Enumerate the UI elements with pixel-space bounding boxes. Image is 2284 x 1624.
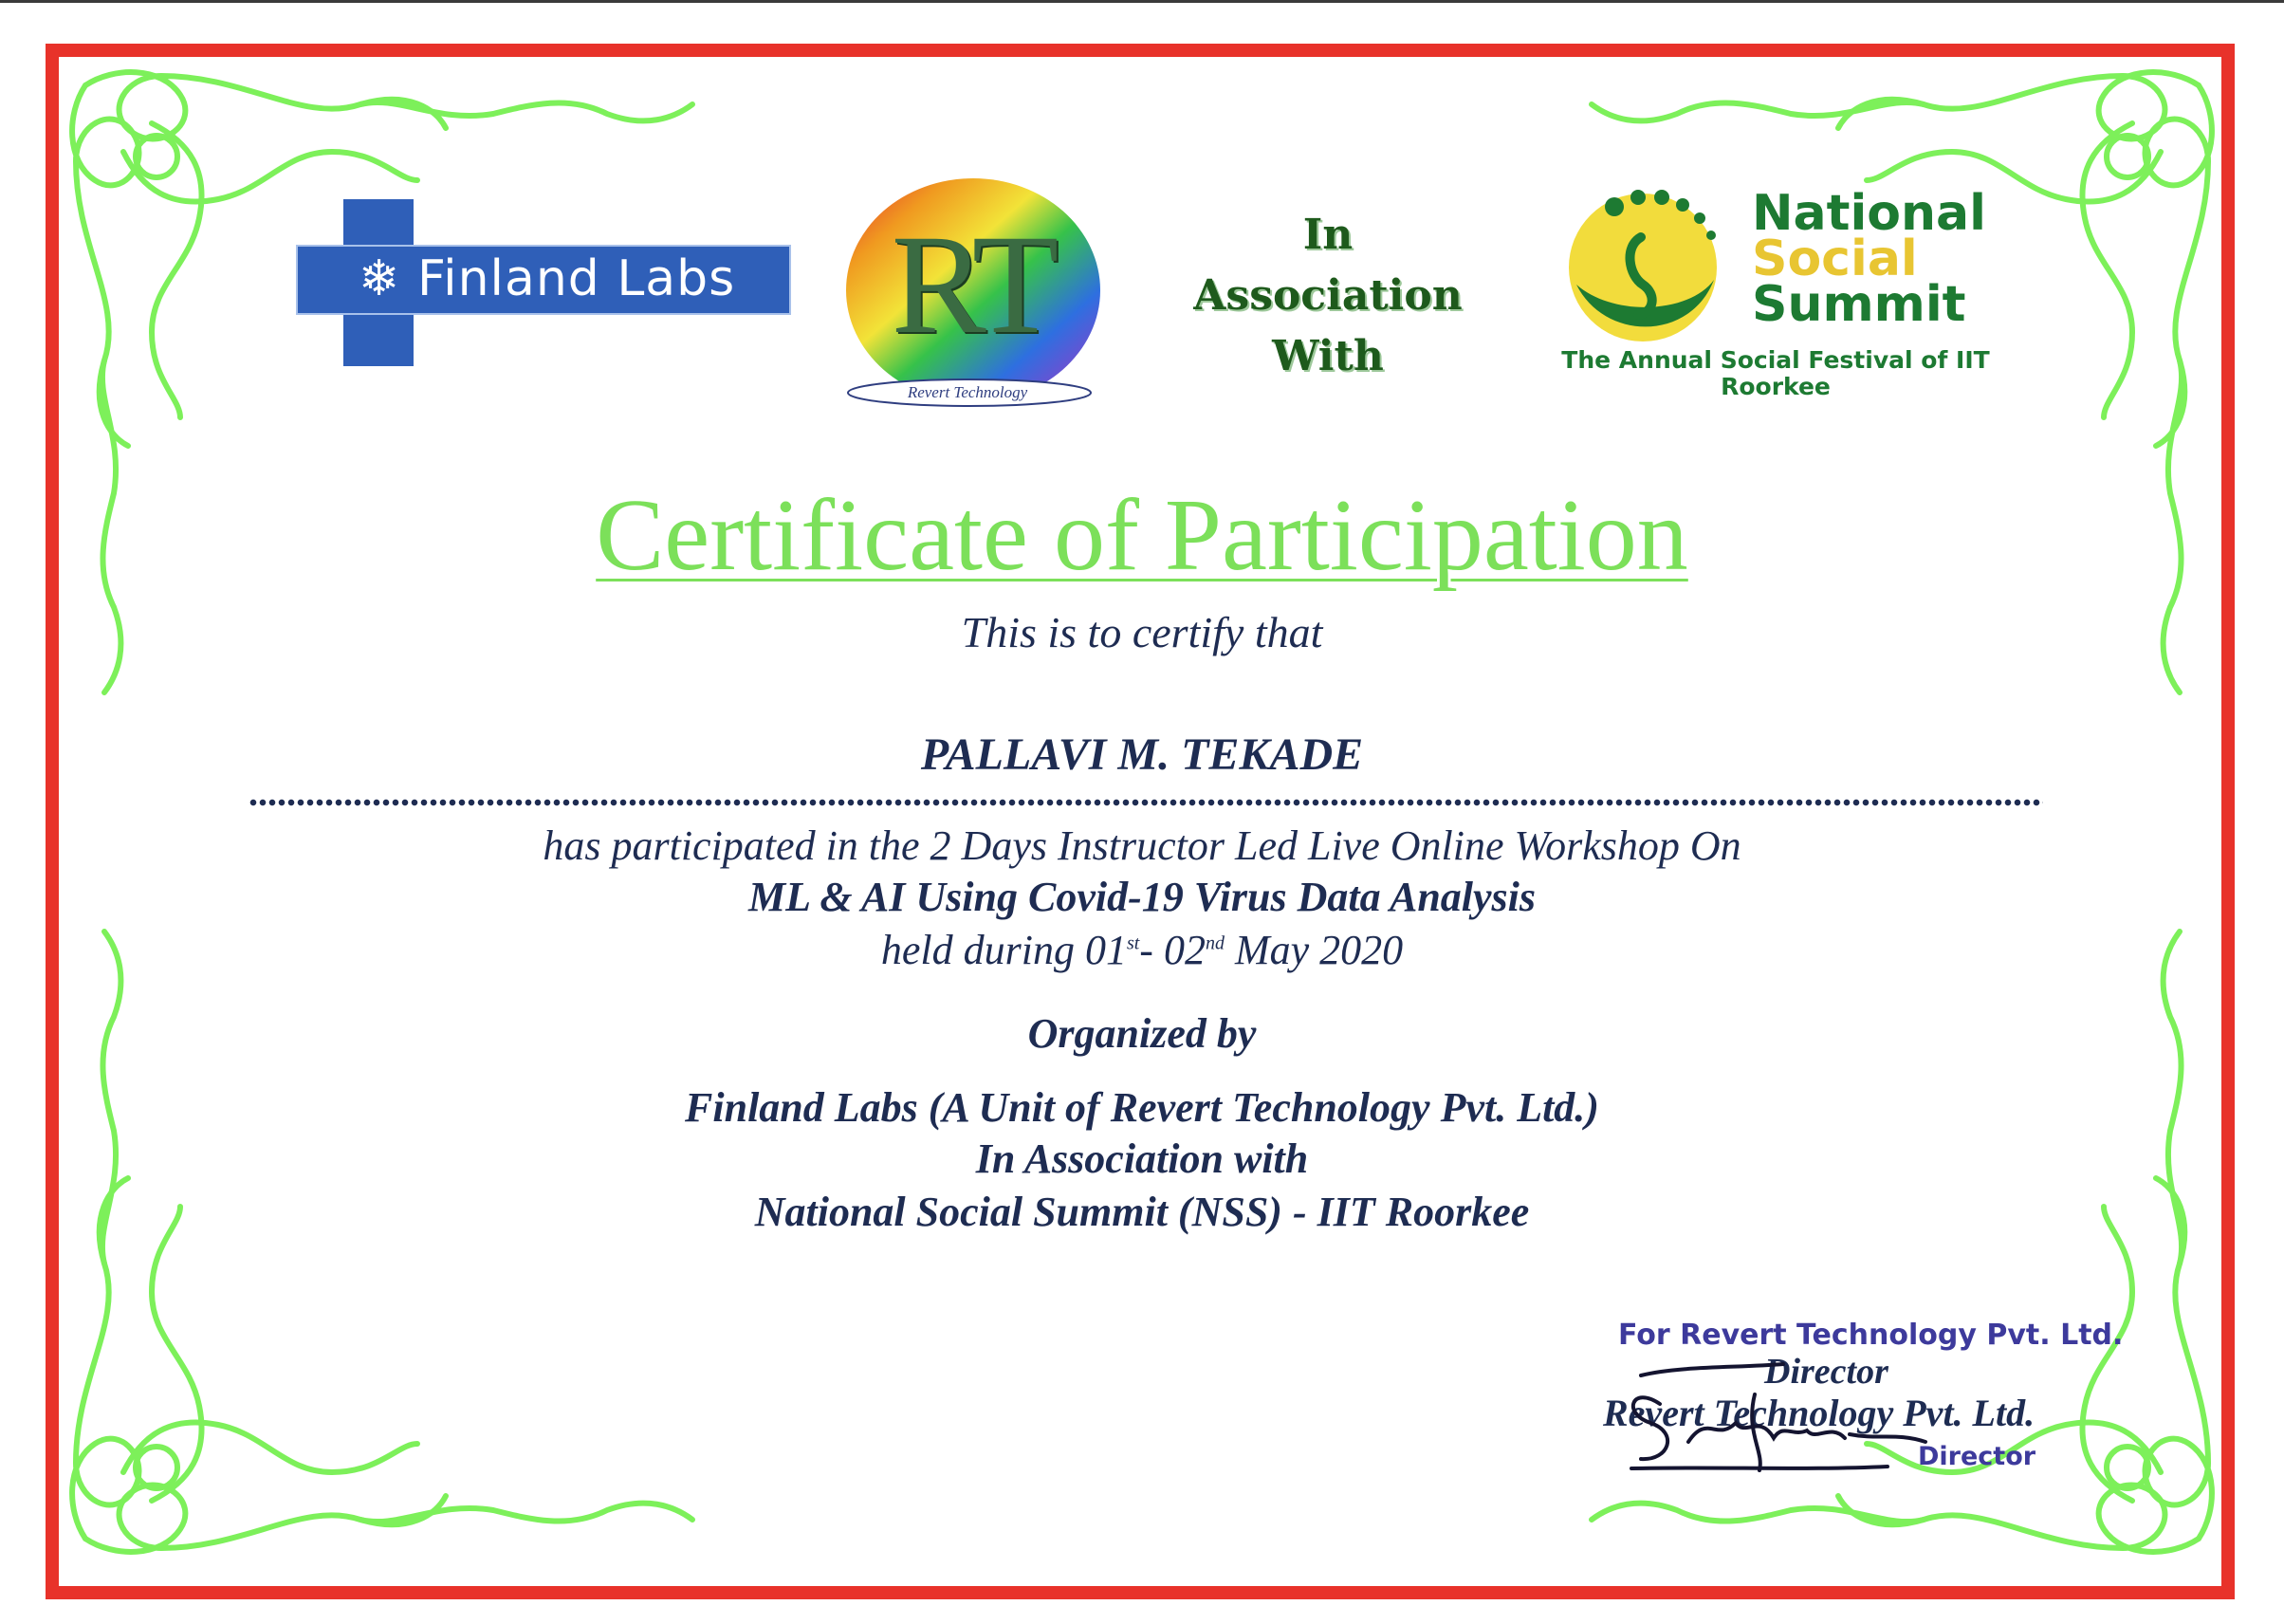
participant-name: PALLAVI M. TEKADE <box>920 729 1364 780</box>
stamp-company: For Revert Technology Pvt. Ltd. <box>1618 1319 2124 1352</box>
nss-title-social: Social <box>1752 231 1918 287</box>
nss-title-summit: Summit <box>1752 276 1966 333</box>
certificate-title: Certificate of Participation <box>596 479 1688 592</box>
held-prefix: held during 01 <box>880 927 1127 973</box>
assoc-line-2: Association <box>1193 271 1463 320</box>
organizer-line-3: National Social Summit (NSS) - IIT Roorkee <box>754 1189 1530 1235</box>
held-suffix: May 2020 <box>1224 927 1404 973</box>
finland-labs-logo <box>296 199 791 366</box>
course-title: ML & AI Using Covid-19 Virus Data Analysis <box>747 874 1537 920</box>
snowflake-icon: ❄ <box>359 250 400 307</box>
handwritten-signature <box>1603 1347 2001 1489</box>
certify-text: This is to certify that <box>961 608 1323 656</box>
organizer-line-2: In Association with <box>975 1135 1309 1182</box>
assoc-line-3: With <box>1272 332 1384 380</box>
nss-title-national: National <box>1752 185 1986 242</box>
ornament-top-left <box>72 72 692 692</box>
organized-by-heading: Organized by <box>1027 1010 1257 1057</box>
nss-emblem-icon <box>1548 180 1747 341</box>
nss-tagline: The Annual Social Festival of IIT Roorkee <box>1561 346 1990 400</box>
signature-director: Director <box>1918 1442 2036 1471</box>
held-dates <box>0 926 2284 974</box>
assoc-line-1: In <box>1302 211 1354 259</box>
finland-labs-wordmark: Finland Labs <box>417 250 736 307</box>
held-mid: - 02 <box>1139 927 1206 973</box>
organizer-line-1: Finland Labs (A Unit of Revert Technology Pvt. Ltd.) <box>685 1084 1599 1131</box>
stamp-director-top: Director <box>1764 1352 1888 1392</box>
revert-technology-logo <box>844 169 1110 415</box>
rt-letters: RT <box>891 206 1054 363</box>
in-association-with <box>1138 205 1518 387</box>
held-sup-nd: nd <box>1205 932 1225 954</box>
participation-text: has participated in the 2 Days Instructor Led Live Online Workshop On <box>543 822 1741 869</box>
held-sup-st: st <box>1126 932 1140 954</box>
name-dotted-line <box>249 799 2043 806</box>
signature-company: Revert Technology Pvt. Ltd. <box>1603 1392 2035 1434</box>
rt-caption: Revert Technology <box>907 383 1028 401</box>
national-social-summit-logo <box>1548 180 2003 408</box>
